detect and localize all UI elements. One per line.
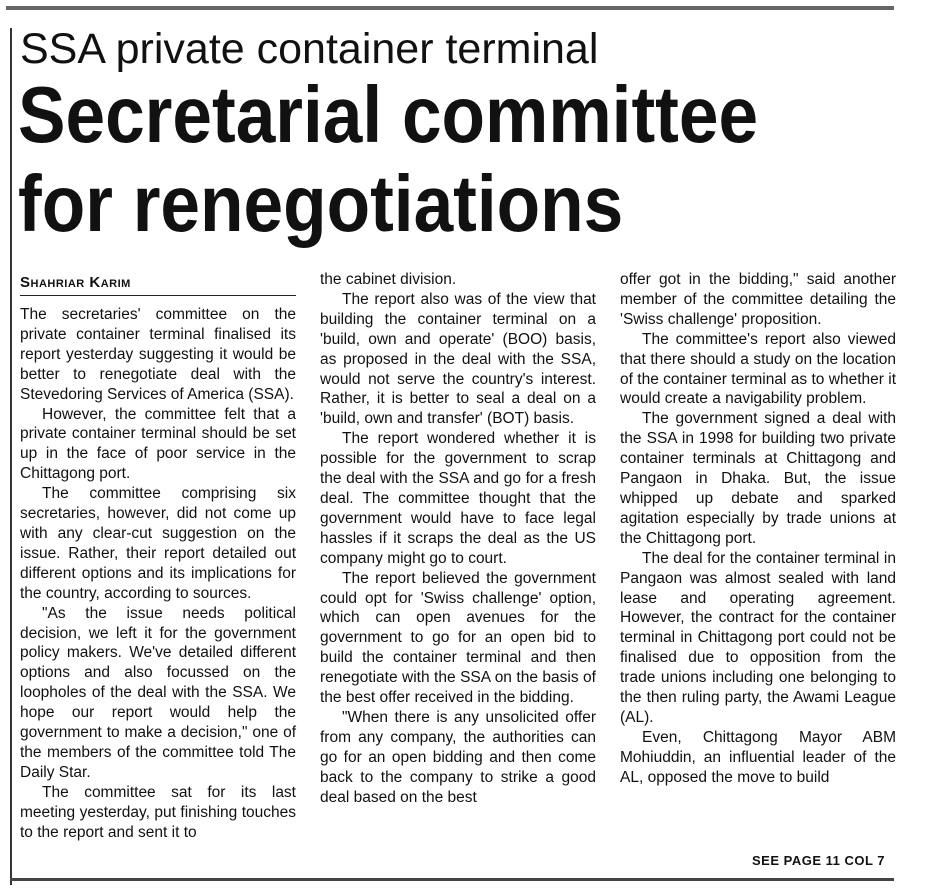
left-column-rule bbox=[10, 28, 12, 885]
paragraph: The committee sat for its last meeting yesterday, put finishing touches to the report and sent it to bbox=[20, 783, 296, 841]
paragraph: The government signed a deal with the SSA in 1998 for building two private container terminals at Chittagong and Pangaon in Dhaka. But, the issue whipped up debate and sparked agitation especially by trade unions at the Chittagong port. bbox=[620, 410, 896, 547]
paragraph: The report wondered whether it is possible for the government to scrap the deal with the SSA and go for a fresh deal. The committee thought that the government would have to face legal hassles if it scraps the deal as the US company might go to court. bbox=[320, 430, 596, 567]
headline-line-2: for renegotiations bbox=[18, 159, 624, 248]
paragraph: Even, Chittagong Mayor ABM Mohiuddin, an influential leader of the AL, opposed the move to build bbox=[620, 728, 896, 786]
byline: Shahriar Karim bbox=[20, 274, 296, 296]
article-column-1 bbox=[20, 305, 296, 842]
paragraph: "As the issue needs political decision, we left it for the government policy makers. We've detailed different options and also focussed on the loopholes of the deal with the SSA. We hope our report would help the government to make a decision," one of the members of the committee told The Daily Star. bbox=[20, 604, 296, 781]
paragraph: offer got in the bidding," said another member of the committee detailing the 'Swiss challenge' proposition. bbox=[620, 271, 896, 328]
article-column-3 bbox=[620, 270, 896, 788]
paragraph: The committee's report also viewed that there should a study on the location of the container terminal as to whether it would create a navigability problem. bbox=[620, 330, 896, 408]
paragraph: "When there is any unsolicited offer from any company, the authorities can go for an open bidding and then come back to the company to strike a good deal based on the best bbox=[320, 708, 596, 806]
headline bbox=[18, 70, 819, 248]
continuation-jump[interactable]: SEE PAGE 11 COL 7 bbox=[752, 853, 886, 868]
article-column-2 bbox=[320, 270, 596, 807]
headline-line-1: Secretarial committee bbox=[18, 70, 759, 159]
bottom-rule bbox=[10, 878, 894, 881]
paragraph: the cabinet division. bbox=[320, 271, 457, 288]
paragraph: The report believed the government could opt for 'Swiss challenge' option, which can open avenues for the government to go for an open bid to build the container terminal and then renegotiate with the SSA on the basis of the best offer received in the bidding. bbox=[320, 569, 596, 707]
paragraph: The report also was of the view that building the container terminal on a 'build, own and operate' (BOO) basis, as proposed in the deal with the SSA, would not serve the country's interest. Rather, it is better to seal a deal on a 'build, own and transfer' (BOT) basis. bbox=[320, 290, 596, 428]
paragraph: The secretaries' committee on the private container terminal finalised its report yesterday suggesting it would be better to renegotiate deal with the Stevedoring Services of America (SSA). bbox=[20, 306, 296, 403]
paragraph: The committee comprising six secretaries, however, did not come up with any clear-cut suggestion on the issue. Rather, their report detailed out different options and its implications for the country, according to sources. bbox=[20, 485, 296, 602]
kicker: SSA private container terminal bbox=[20, 25, 599, 73]
paragraph: The deal for the container terminal in Pangaon was almost sealed with land lease and operating agreement. However, the contract for the container terminal in Chittagong port could not be finalised due to opposition from the trade unions including one belonging to the then ruling party, the Awami League (AL). bbox=[620, 549, 896, 726]
top-rule bbox=[6, 6, 894, 10]
paragraph: However, the committee felt that a private container terminal should be set up in the face of poor service in the Chittagong port. bbox=[20, 405, 296, 483]
